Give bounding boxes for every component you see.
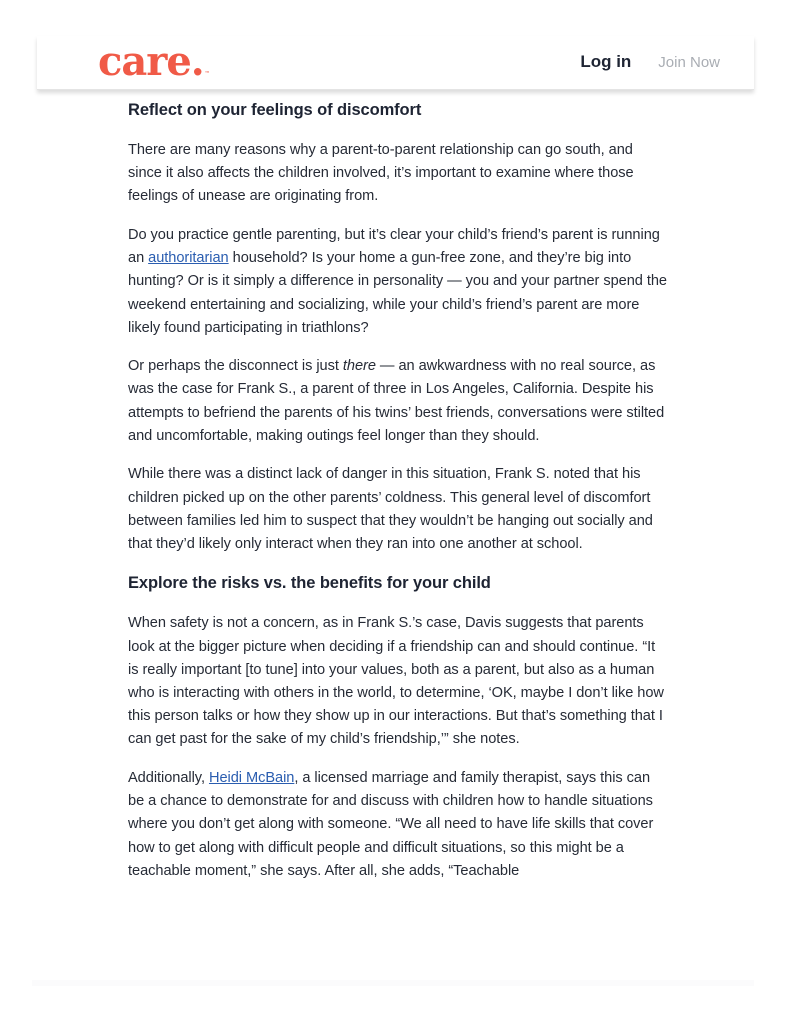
- paragraph: While there was a distinct lack of danger in this situation, Frank S. noted that his children picked up on the other parents’ coldness. This general level of discomfort between families led him to suspect that they wouldn’t be hanging out socially and that they’d likely only interact when they ran into one another at school.: [128, 466, 653, 552]
- authoritarian-link[interactable]: authoritarian: [148, 250, 229, 267]
- paragraph-text: Or perhaps the disconnect is just: [128, 358, 343, 375]
- paragraph: [128, 224, 668, 340]
- section-heading-risks: Explore the risks vs. the benefits for your child: [128, 574, 491, 593]
- paragraph-text: household? Is your home a gun-free zone, and they’re big into hunting? Or is it simply a difference in personality — you and your partner spend the weekend entertaining and socializing, while your child’s friend’s parent are more likely found participating in triathlons?: [128, 250, 667, 336]
- site-header: [37, 36, 754, 90]
- section-heading-reflect: Reflect on your feelings of discomfort: [128, 101, 422, 119]
- logo-dot: .: [190, 38, 204, 85]
- join-now-link[interactable]: Join Now: [658, 53, 720, 71]
- care-logo[interactable]: [98, 40, 209, 96]
- paragraph-text: Do you practice gentle parenting, but it’s clear your child’s friend’s parent is running an: [128, 226, 660, 267]
- paragraph: When safety is not a concern, as in Frank S.’s case, Davis suggests that parents look at the bigger picture when deciding if a friendship can and should continue. “It is really important [to tune] into your values, both as a parent, but also as a human who is interacting with others in the world, to determine, ‘OK, maybe I don’t like how this person talks or how they show up in our interactions. But that’s something that I can get past for the sake of my child’s friendship,’” she notes.: [128, 615, 664, 748]
- login-link[interactable]: Log in: [580, 52, 632, 71]
- page-bottom-divider: [32, 980, 754, 986]
- header-nav: [580, 52, 720, 72]
- paragraph-text: , a licensed marriage and family therapist, says this can be a chance to demonstrate for and discuss with children how to handle situations where you don’t get along with someone. “We all need to have life skills that cover how to get along with difficult people and difficult situations, so this might be a teachable moment,” she says. After all, she adds, “Teachable: [128, 769, 654, 879]
- article-body: [128, 98, 668, 898]
- logo-text: care: [98, 38, 191, 85]
- paragraph: There are many reasons why a parent-to-parent relationship can go south, and since it also affects the children involved, it’s important to examine where those feelings of unease are originating from.: [128, 142, 634, 205]
- paragraph: [128, 355, 668, 448]
- heidi-mcbain-link[interactable]: Heidi McBain: [208, 769, 295, 786]
- paragraph-text: Additionally,: [128, 769, 209, 786]
- paragraph: [128, 767, 668, 883]
- paragraph-text: — an awkwardness with no real source, as was the case for Frank S., a parent of three in Los Angeles, California. Despite his attempts to befriend the parents of his twins’ best friends, conversations were stilted and uncomfortable, making outings feel longer than they should.: [128, 358, 665, 444]
- trademark-icon: ™: [204, 71, 209, 77]
- emphasis-text: there: [342, 358, 376, 375]
